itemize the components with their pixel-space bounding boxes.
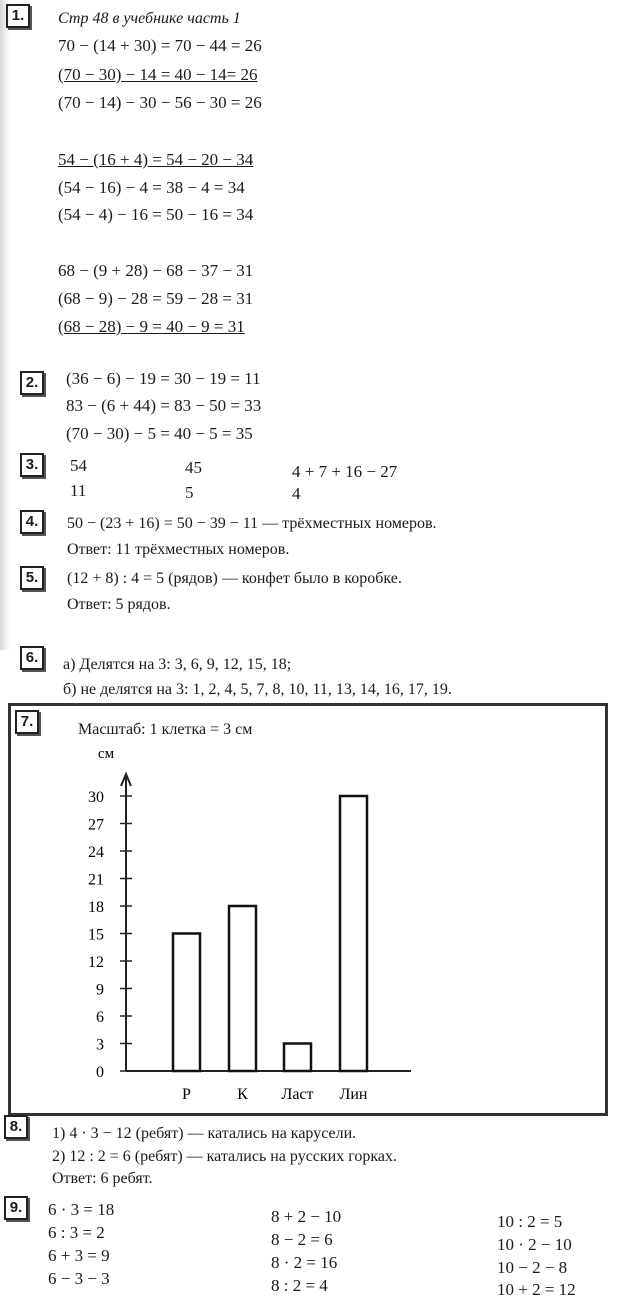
task-3-col2-row1: 45 — [185, 458, 202, 477]
task-4-line-1: 50 − (23 + 16) = 50 − 39 − 11 — трёхместных номеров. — [67, 515, 437, 532]
task-1-line-9: (68 − 28) − 9 = 40 − 9 = 31 — [58, 317, 245, 336]
task-9-col2-row2: 8 − 2 = 6 — [271, 1230, 333, 1249]
task-2-line-3: (70 − 30) − 5 = 40 − 5 = 35 — [66, 424, 253, 443]
x-tick-label: Ласт — [281, 1086, 314, 1103]
task-2-line-1: (36 − 6) − 19 = 30 − 19 = 11 — [66, 369, 261, 388]
bar-chart — [11, 706, 605, 1113]
task-7-number: 7. — [15, 710, 39, 734]
task-5-number: 5. — [20, 566, 44, 590]
task-1-line-5: (54 − 16) − 4 = 38 − 4 = 34 — [58, 178, 245, 197]
task-5-line-2: Ответ: 5 рядов. — [67, 596, 171, 613]
task-3-col2-row2: 5 — [185, 483, 194, 502]
task-5-line-1: (12 + 8) : 4 = 5 (рядов) — конфет было в коробке. — [67, 570, 402, 587]
task-9-col1-row3: 6 + 3 = 9 — [48, 1246, 110, 1265]
y-tick-label: 27 — [88, 816, 104, 834]
task-8-number: 8. — [4, 1115, 28, 1139]
y-tick-label: 12 — [88, 954, 104, 971]
task-9-col3-row2: 10 · 2 − 10 — [497, 1235, 572, 1254]
task-9-col2-row1: 8 + 2 − 10 — [271, 1207, 342, 1226]
x-tick-label: Лин — [339, 1086, 368, 1103]
task-9-col3-row1: 10 : 2 = 5 — [497, 1212, 563, 1231]
task-9-col1-row2: 6 : 3 = 2 — [48, 1223, 105, 1242]
x-tick-label: К — [237, 1086, 248, 1103]
task-1-line-3: (70 − 14) − 30 − 56 − 30 = 26 — [58, 93, 262, 112]
y-tick-label: 30 — [88, 789, 104, 806]
task-3-col1-row2: 11 — [70, 481, 87, 500]
task-6-number: 6. — [20, 646, 44, 670]
y-tick-label: 9 — [96, 981, 104, 999]
task-9-col1-row1: 6 · 3 = 18 — [48, 1200, 115, 1219]
task-3-number: 3. — [20, 453, 44, 477]
y-tick-label: 21 — [88, 871, 104, 889]
task-6-line-2: б) не делятся на 3: 1, 2, 4, 5, 7, 8, 10, 11, 13, 14, 16, 17, 19. — [63, 681, 452, 698]
task-1-number: 1. — [6, 4, 30, 28]
task-1-line-7: 68 − (9 + 28) − 68 − 37 − 31 — [58, 261, 254, 280]
chart-frame — [8, 703, 608, 1116]
task-9-col2-row3: 8 · 2 = 16 — [271, 1253, 338, 1272]
task-8-line-3: Ответ: 6 ребят. — [52, 1170, 153, 1187]
task-3-col1-row1: 54 — [70, 456, 87, 475]
y-tick-label: 3 — [96, 1036, 104, 1054]
x-tick-label: Р — [182, 1086, 191, 1103]
task-1-line-2: (70 − 30) − 14 = 40 − 14= 26 — [58, 65, 258, 84]
y-tick-label: 15 — [88, 926, 104, 944]
task-1-line-4: 54 − (16 + 4) = 54 − 20 − 34 — [58, 150, 254, 169]
task-2-number: 2. — [20, 371, 44, 395]
task-9-col1-row4: 6 − 3 − 3 — [48, 1269, 110, 1288]
bar-1 — [173, 934, 200, 1072]
task-9-col3-row3: 10 − 2 − 8 — [497, 1258, 568, 1277]
y-tick-label: 24 — [88, 844, 104, 861]
y-tick-label: 0 — [96, 1064, 104, 1081]
task-8-line-2: 2) 12 : 2 = 6 (ребят) — катались на русских горках. — [52, 1148, 398, 1165]
scan-shadow — [0, 0, 10, 650]
y-tick-label: 18 — [88, 899, 104, 916]
task-4-number: 4. — [20, 510, 44, 534]
y-tick-label: 6 — [96, 1009, 104, 1026]
task-9-col2-row4: 8 : 2 = 4 — [271, 1276, 328, 1295]
task-1-line-1: 70 − (14 + 30) = 70 − 44 = 26 — [58, 36, 262, 55]
bar-3 — [284, 1044, 311, 1072]
y-axis-label: см — [97, 746, 115, 762]
bar-2 — [229, 906, 256, 1071]
chart-scale-label: Масштаб: 1 клетка = 3 см — [78, 721, 253, 738]
task-6-line-1: а) Делятся на 3: 3, 6, 9, 12, 15, 18; — [63, 656, 292, 673]
task-3-col3-row2: 4 — [292, 484, 301, 503]
task-1-line-6: (54 − 4) − 16 = 50 − 16 = 34 — [58, 205, 254, 224]
task-9-col3-row4: 10 + 2 = 12 — [497, 1280, 576, 1299]
task-8-line-1: 1) 4 · 3 − 12 (ребят) — катались на карусели. — [52, 1125, 357, 1142]
task-9-number: 9. — [4, 1196, 28, 1220]
task-1-line-8: (68 − 9) − 28 = 59 − 28 = 31 — [58, 289, 254, 308]
task-2-line-2: 83 − (6 + 44) = 83 − 50 = 33 — [66, 396, 262, 415]
task-3-col3-row1: 4 + 7 + 16 − 27 — [292, 462, 398, 481]
task-1-header: Стр 48 в учебнике часть 1 — [58, 10, 241, 27]
bar-4 — [340, 796, 367, 1071]
task-4-line-2: Ответ: 11 трёхместных номеров. — [67, 541, 290, 558]
